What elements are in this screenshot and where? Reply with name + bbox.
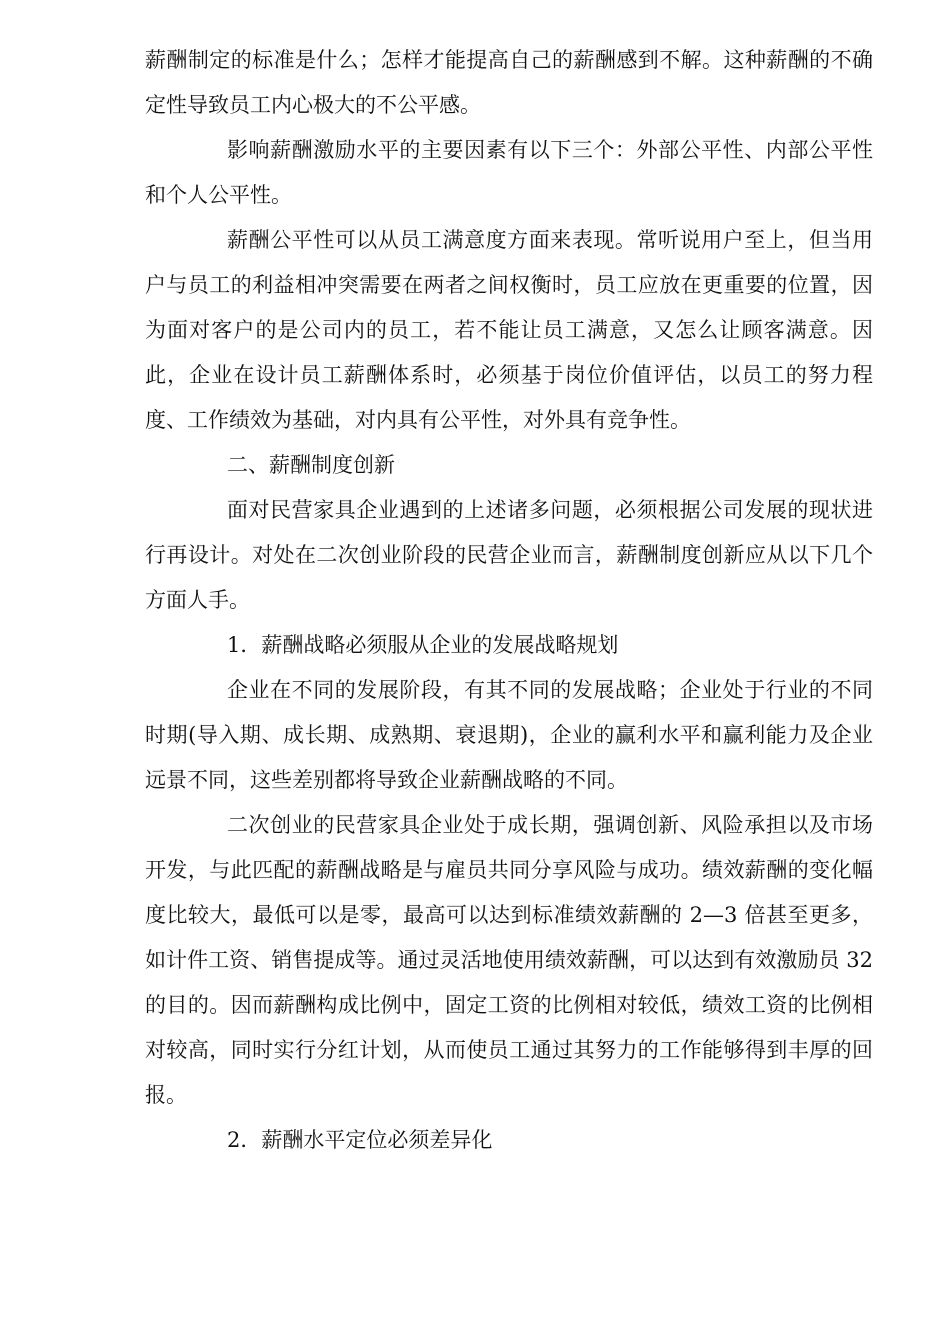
- paragraph: 影响薪酬激励水平的主要因素有以下三个：外部公平性、内部公平性和个人公平性。: [145, 138, 873, 207]
- section-heading: 二、薪酬制度创新: [227, 453, 395, 477]
- paragraph: 薪酬公平性可以从员工满意度方面来表现。常听说用户至上，但当用户与员工的利益相冲突需要在两者之间权衡时，员工应放在更重要的位置，因为面对客户的是公司内的员工，若不能让员工满意，又怎么让顾客满意。因此，企业在设计员工薪酬体系时，必须基于岗位价值评估，以员工的努力程度、工作绩效为基础，对内具有公平性，对外具有竞争性。: [145, 228, 873, 432]
- subsection-heading: 2．薪酬水平定位必须差异化: [227, 1128, 493, 1152]
- paragraph: 面对民营家具企业遇到的上述诸多问题，必须根据公司发展的现状进行再设计。对处在二次创业阶段的民营企业而言，薪酬制度创新应从以下几个方面人手。: [145, 498, 873, 612]
- paragraph: 二次创业的民营家具企业处于成长期，强调创新、风险承担以及市场开发，与此匹配的薪酬战略是与雇员共同分享风险与成功。绩效薪酬的变化幅度比较大，最低可以是零，最高可以达到标准绩效薪酬的 2—3 倍甚至更多，如计件工资、销售提成等。通过灵活地使用绩效薪酬，可以达到有效激励员 32 的目的。因而薪酬构成比例中，固定工资的比例相对较低，绩效工资的比例相对较高，同时实行分红计划，从而使员工通过其努力的工作能够得到丰厚的回报。: [145, 813, 873, 1107]
- subsection-heading: 1．薪酬战略必须服从企业的发展战略规划: [227, 633, 619, 657]
- document-page: [145, 38, 873, 1163]
- paragraph: 企业在不同的发展阶段，有其不同的发展战略；企业处于行业的不同时期(导入期、成长期、成熟期、衰退期)，企业的赢利水平和赢利能力及企业远景不同，这些差别都将导致企业薪酬战略的不同。: [145, 678, 873, 792]
- paragraph: 薪酬制定的标准是什么；怎样才能提高自己的薪酬感到不解。这种薪酬的不确定性导致员工内心极大的不公平感。: [145, 48, 873, 117]
